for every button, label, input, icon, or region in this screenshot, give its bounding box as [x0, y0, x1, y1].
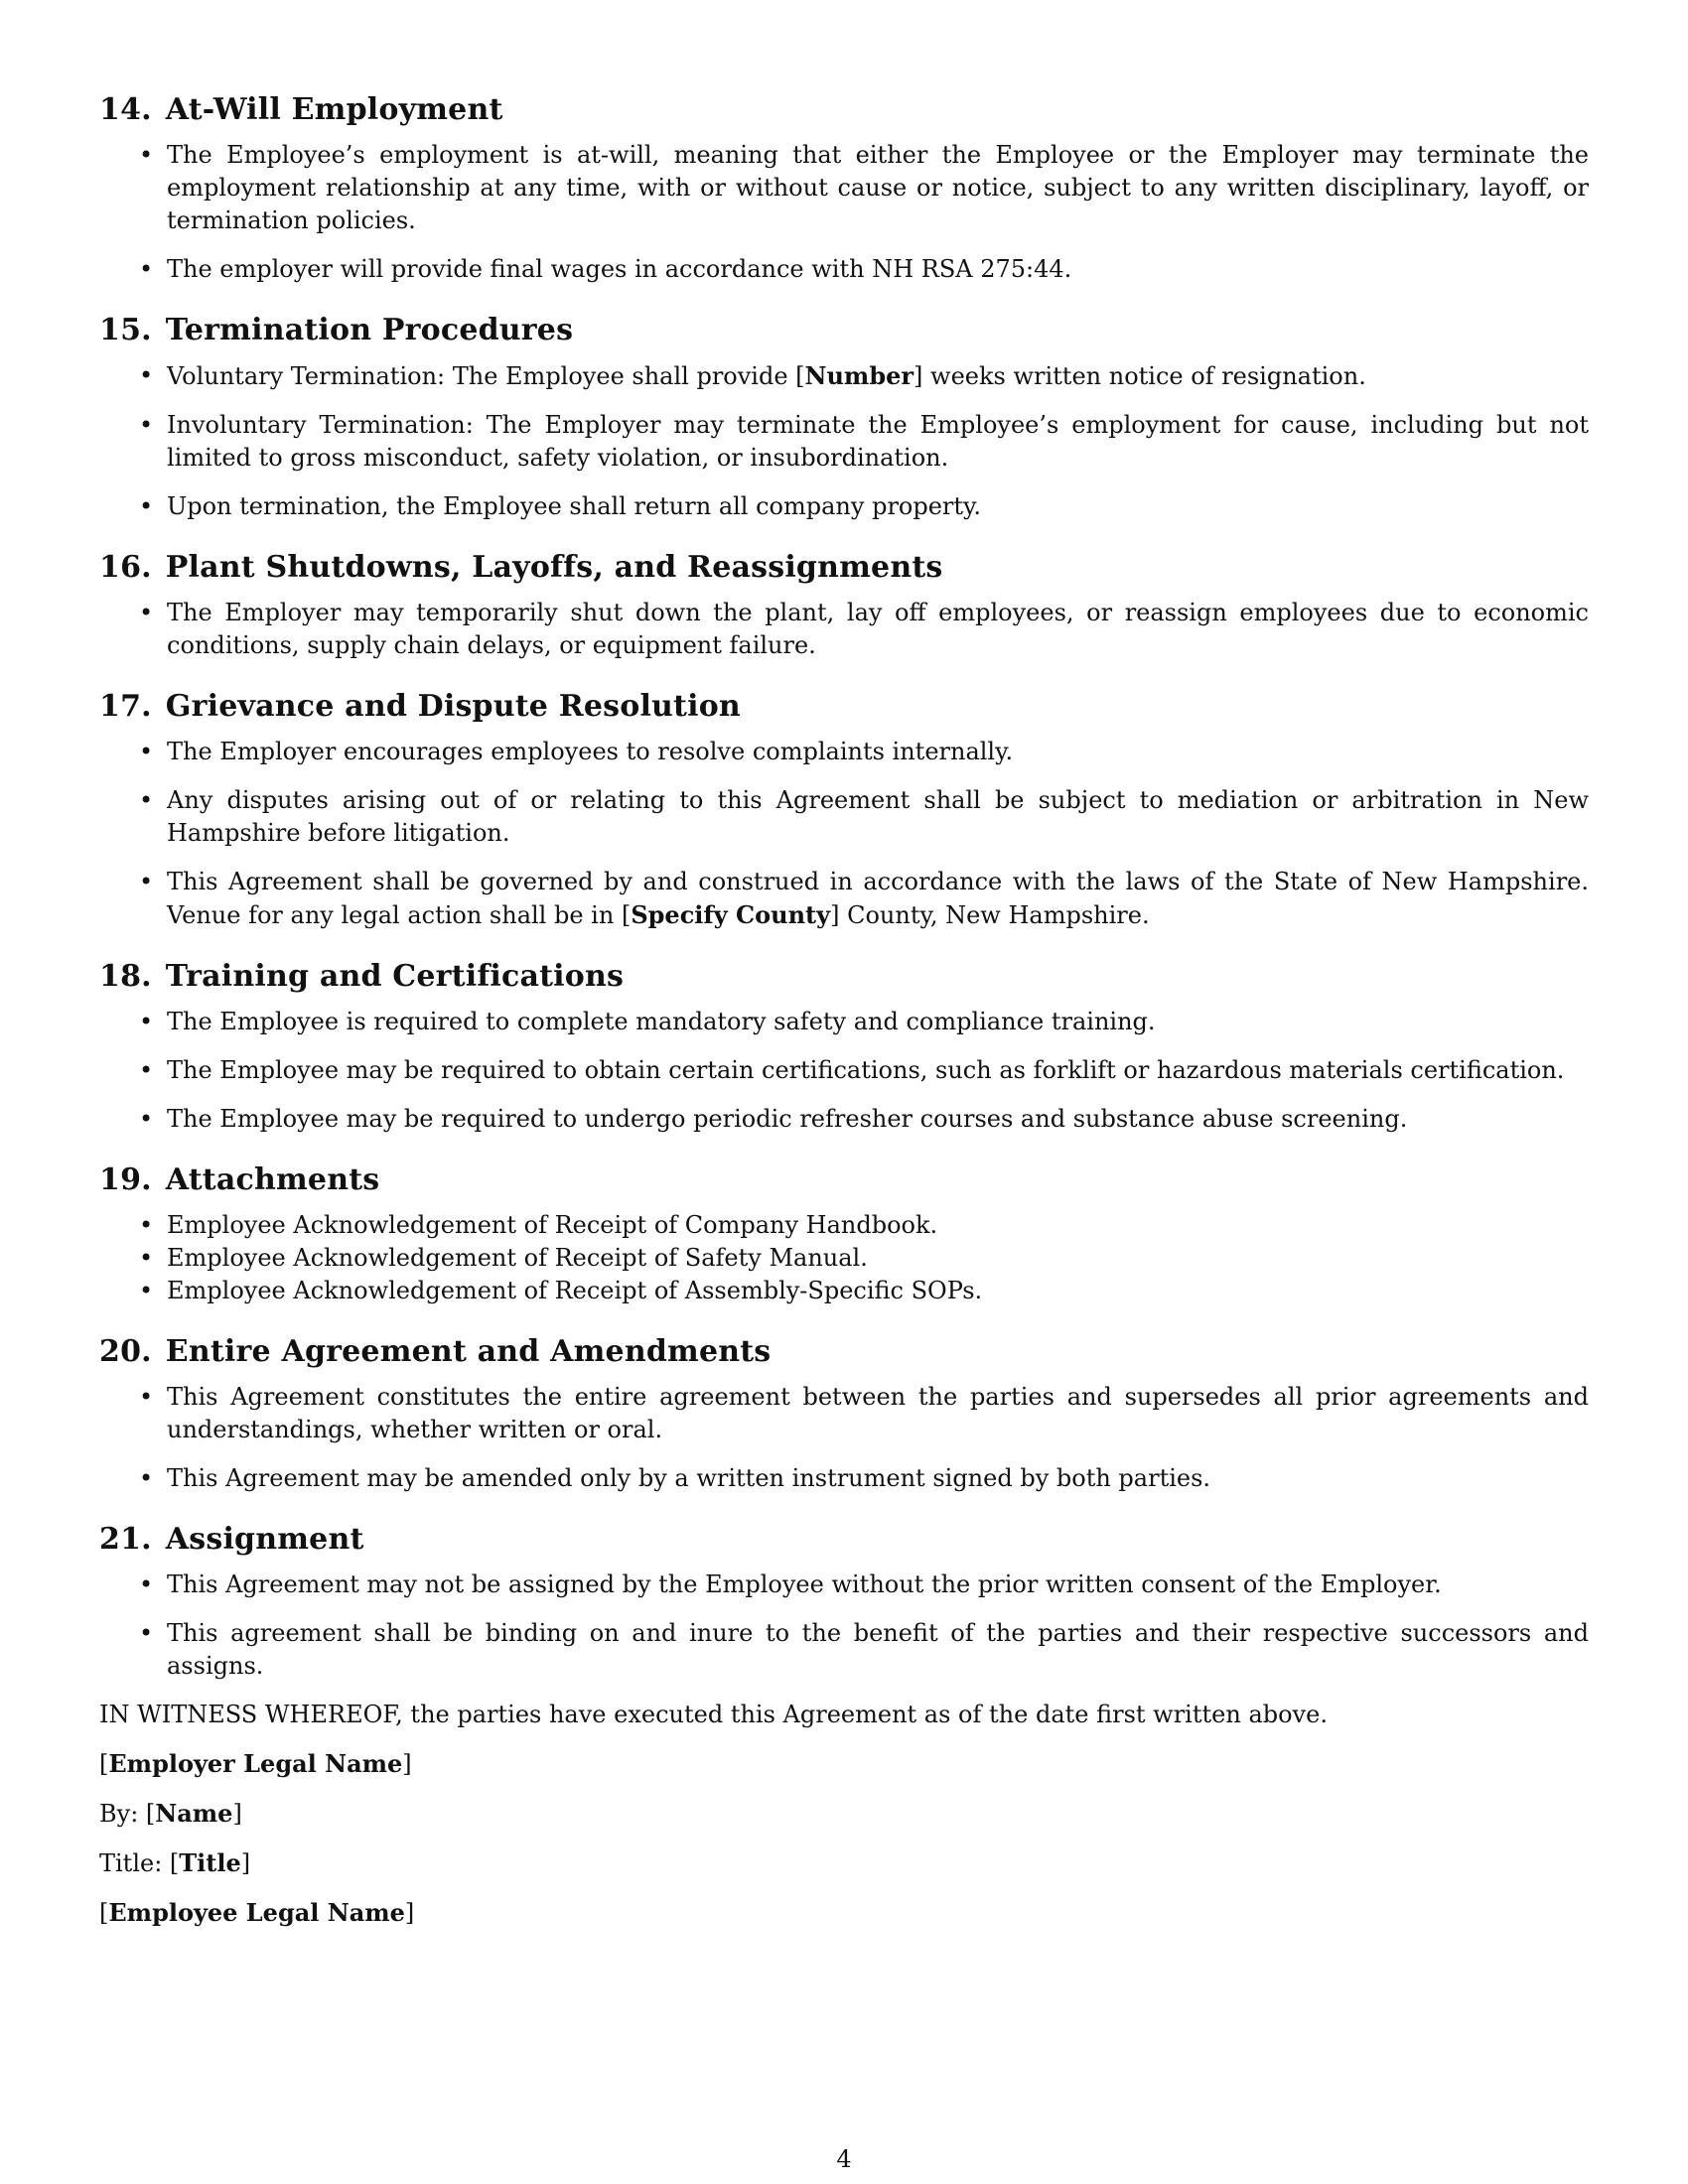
section-attachments [99, 1161, 1589, 1307]
list-item [99, 866, 1589, 932]
list-item [99, 359, 1589, 393]
list-item-text: The Employee may be required to obtain certain certifications, such as forklift or hazardous materials certification. [167, 1056, 1565, 1084]
list-item-text: Employee Acknowledgement of Receipt of Assembly-Specific SOPs. [167, 1277, 983, 1304]
list-item [99, 409, 1589, 475]
signatory-title-line [99, 1846, 1589, 1880]
bracket-close: ] [404, 1899, 415, 1927]
section-title: Attachments [165, 1162, 380, 1197]
list-item-text: Voluntary Termination: The Employee shall provide [ [167, 362, 805, 390]
list-item-text: ] weeks written notice of resignation. [914, 362, 1366, 390]
bracket-close: ] [240, 1849, 251, 1877]
list-item-text: This Agreement may not be assigned by the Employee without the prior written consent of the Employer. [167, 1570, 1442, 1598]
list-item [99, 253, 1589, 286]
signatory-name: Name [155, 1799, 233, 1828]
section-title: Entire Agreement and Amendments [165, 1334, 772, 1369]
bracket-close: ] [232, 1800, 242, 1828]
list-item [99, 784, 1589, 850]
list-item-text: The Employee may be required to undergo periodic refresher courses and substance abuse screening. [167, 1105, 1408, 1133]
placeholder-number: Number [804, 361, 914, 390]
bullet-icon: • [139, 361, 154, 389]
section-title: Termination Procedures [165, 313, 574, 347]
by-label: By: [ [99, 1800, 156, 1828]
list-item-text: The Employer encourages employees to resolve complaints internally. [167, 738, 1014, 765]
list-item-text: This Agreement constitutes the entire agreement between the parties and supersedes all prior agreements and understandings, whether written or oral. [167, 1383, 1589, 1443]
list-item-text: Employee Acknowledgement of Receipt of Safety Manual. [167, 1244, 868, 1272]
list-item-text: ] County, New Hampshire. [830, 901, 1150, 929]
section-entire-agreement [99, 1333, 1589, 1495]
list-item-text: The Employee’s employment is at-will, meaning that either the Employee or the Employer may terminate the employment relationship at any time, with or without cause or notice, subject to any written disciplinary, layoff, or termination policies. [167, 141, 1589, 234]
document-page [99, 91, 1589, 1946]
list-item-text: The employer will provide final wages in accordance with NH RSA 275:44. [167, 255, 1072, 283]
section-grievance-dispute-resolution [99, 688, 1589, 932]
witness-statement: IN WITNESS WHEREOF, the parties have executed this Agreement as of the date first written above. [99, 1701, 1328, 1728]
section-heading [99, 312, 1589, 349]
section-number: 19. [99, 1162, 152, 1197]
section-title: Grievance and Dispute Resolution [165, 689, 741, 724]
list-item [99, 1617, 1589, 1683]
section-heading [99, 1161, 1589, 1199]
bullet-icon: • [139, 1277, 154, 1304]
section-number: 14. [99, 92, 152, 127]
list-item [99, 1209, 1589, 1242]
section-number: 16. [99, 550, 152, 585]
section-heading [99, 1333, 1589, 1371]
bullet-list [99, 1569, 1589, 1683]
signatory-name-line [99, 1797, 1589, 1831]
bullet-icon: • [139, 738, 154, 765]
bullet-icon: • [139, 1464, 154, 1492]
bracket-open: [ [99, 1750, 109, 1778]
section-at-will-employment [99, 91, 1589, 286]
section-plant-shutdowns [99, 549, 1589, 662]
bullet-icon: • [139, 868, 154, 895]
employee-legal-name-line [99, 1896, 1589, 1930]
bullet-list [99, 1209, 1589, 1307]
placeholder-county: Specify County [631, 900, 831, 929]
list-item [99, 139, 1589, 237]
section-number: 15. [99, 313, 152, 347]
list-item-text: The Employee is required to complete mandatory safety and compliance training. [167, 1008, 1156, 1035]
bullet-icon: • [139, 1211, 154, 1239]
bullet-icon: • [139, 255, 154, 283]
bullet-list [99, 359, 1589, 523]
bullet-icon: • [139, 1383, 154, 1411]
section-heading [99, 958, 1589, 996]
bullet-list [99, 1381, 1589, 1495]
list-item-text: Involuntary Termination: The Employer may terminate the Employee’s employment for cause, including but not limited to gross misconduct, safety violation, or insubordination. [167, 411, 1589, 472]
section-assignment [99, 1521, 1589, 1683]
signatory-title: Title [179, 1848, 241, 1877]
section-title: Training and Certifications [165, 959, 625, 994]
bullet-list [99, 139, 1589, 286]
bullet-icon: • [139, 599, 154, 626]
list-item [99, 1381, 1589, 1446]
list-item [99, 1006, 1589, 1038]
list-item [99, 1242, 1589, 1275]
list-item [99, 1275, 1589, 1307]
bullet-list [99, 1006, 1589, 1136]
list-item-text: Employee Acknowledgement of Receipt of Company Handbook. [167, 1211, 938, 1239]
section-title: Plant Shutdowns, Layoffs, and Reassignments [165, 550, 943, 585]
list-item-text: Upon termination, the Employee shall return all company property. [167, 492, 982, 520]
bullet-icon: • [139, 1105, 154, 1133]
signature-block [99, 1699, 1589, 1930]
bracket-open: [ [99, 1899, 109, 1927]
section-heading [99, 549, 1589, 587]
bullet-icon: • [139, 141, 154, 169]
bullet-icon: • [139, 786, 154, 814]
list-item-text: Any disputes arising out of or relating to this Agreement shall be subject to mediation or arbitration in New Hampshire before litigation. [167, 786, 1589, 847]
list-item [99, 597, 1589, 662]
list-item [99, 736, 1589, 768]
bullet-icon: • [139, 1619, 154, 1647]
section-heading [99, 688, 1589, 726]
section-number: 21. [99, 1522, 152, 1557]
list-item [99, 490, 1589, 523]
section-training-certifications [99, 958, 1589, 1136]
section-number: 17. [99, 689, 152, 724]
section-number: 18. [99, 959, 152, 994]
section-heading [99, 91, 1589, 129]
page-number: 4 [836, 2145, 852, 2173]
list-item-text: The Employer may temporarily shut down the plant, lay off employees, or reassign employees due to economic conditions, supply chain delays, or equipment failure. [167, 599, 1589, 659]
bullet-icon: • [139, 1056, 154, 1084]
bullet-icon: • [139, 492, 154, 520]
bullet-icon: • [139, 1008, 154, 1035]
employer-legal-name-line [99, 1747, 1589, 1781]
list-item-text: This Agreement shall be governed by and construed in accordance with the laws of the State of New Hampshire. Venue for any legal action shall be in [ [167, 868, 1589, 929]
list-item [99, 1569, 1589, 1601]
employer-legal-name: Employer Legal Name [108, 1749, 403, 1778]
list-item [99, 1054, 1589, 1087]
bullet-icon: • [139, 411, 154, 439]
section-number: 20. [99, 1334, 152, 1369]
list-item [99, 1462, 1589, 1495]
bullet-icon: • [139, 1570, 154, 1598]
section-termination-procedures [99, 312, 1589, 523]
title-label: Title: [ [99, 1849, 180, 1877]
employee-legal-name: Employee Legal Name [108, 1898, 405, 1927]
bullet-list [99, 597, 1589, 662]
list-item [99, 1103, 1589, 1136]
bracket-close: ] [402, 1750, 412, 1778]
section-title: Assignment [165, 1522, 364, 1557]
section-title: At-Will Employment [165, 92, 503, 127]
list-item-text: This Agreement may be amended only by a written instrument signed by both parties. [167, 1464, 1211, 1492]
section-heading [99, 1521, 1589, 1559]
bullet-icon: • [139, 1244, 154, 1272]
list-item-text: This agreement shall be binding on and inure to the benefit of the parties and their respective successors and assigns. [167, 1619, 1589, 1680]
bullet-list [99, 736, 1589, 932]
